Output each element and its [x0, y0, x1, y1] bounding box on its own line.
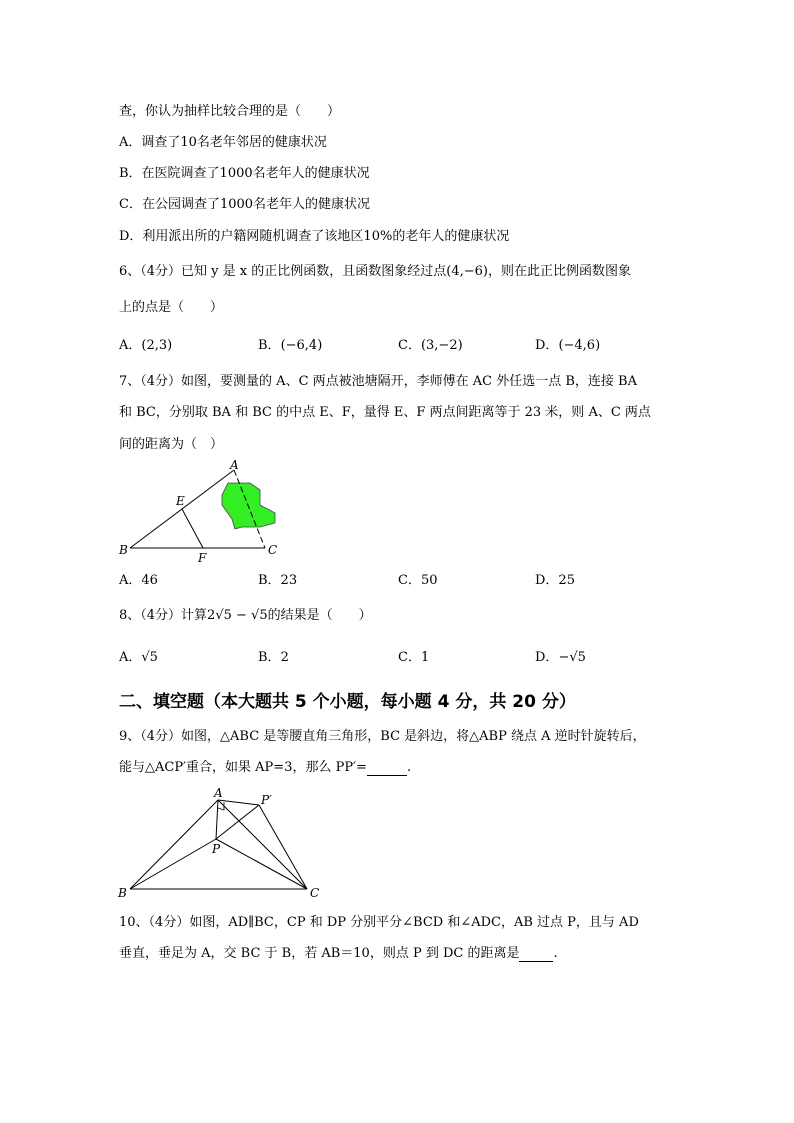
label-c: C: [310, 886, 320, 900]
q8-option-c: C．1: [398, 650, 430, 665]
q7-option-a: A．46: [119, 573, 158, 588]
segment-pb: [130, 839, 216, 889]
section-2-title: 二、填空题（本大题共 5 个小题，每小题 4 分，共 20 分）: [119, 692, 576, 712]
label-b: B: [119, 543, 128, 557]
segment-cp-prime: [259, 805, 307, 889]
q6-option-d: D．(−4,6): [535, 338, 601, 353]
q10-stem-line1: 10、（4分）如图，AD∥BC，CP 和 DP 分别平分∠BCD 和∠ADC，AB 过点 P，且与 AD: [119, 915, 639, 930]
q5-option-c: C．在公园调查了1000名老年人的健康状况: [119, 197, 371, 212]
q6-stem-pre: 6、（4分）已知 y 是 x 的正比例函数，且函数图象经过点: [119, 264, 447, 279]
label-p-prime: P′: [261, 793, 272, 807]
label-f: F: [198, 551, 207, 565]
q9-stem-line2: 能与△ACP′重合，如果 AP=3，那么 PP′= .: [119, 760, 412, 775]
segment-ac: [218, 800, 307, 889]
label-a: A: [214, 786, 223, 800]
q6-option-c: C．(3,−2): [398, 338, 463, 353]
q7-stem-line3: 间的距离为（ ）: [119, 437, 224, 452]
q9-answer-blank[interactable]: [367, 763, 407, 776]
label-a: A: [230, 458, 239, 472]
q6-stem-post: ，则在此正比例函数图象: [487, 264, 631, 279]
q8-option-a: A．√5: [119, 650, 158, 665]
q7-stem-line1: 7、（4分）如图，要测量的 A、C 两点被池塘隔开，李师傅在 AC 外任选一点 B，连接 BA: [119, 374, 638, 389]
q9-figure: [112, 785, 327, 900]
q6-stem-line2: 上的点是（ ）: [119, 300, 224, 315]
segment-ab: [130, 800, 218, 889]
q5-option-a: A．调查了10名老年邻居的健康状况: [119, 135, 327, 150]
q7-option-d: D．25: [535, 573, 575, 588]
label-p: P: [212, 842, 221, 856]
q7-figure: [110, 455, 310, 567]
q8-stem: 8、（4分）计算2√5 − √5的结果是（ ）: [119, 608, 372, 623]
q5-option-d: D．利用派出所的户籍网随机调查了该地区10%的老年人的健康状况: [119, 229, 510, 244]
q7-stem-line2: 和 BC，分别取 BA 和 BC 的中点 E、F，量得 E、F 两点间距离等于 23 米，则 A、C 两点: [119, 405, 651, 420]
q8-option-b: B．2: [258, 650, 289, 665]
q6-option-b: B．(−6,4): [258, 338, 323, 353]
q7-option-b: B．23: [258, 573, 298, 588]
q7-option-c: C．50: [398, 573, 438, 588]
q9-stem-line1: 9、（4分）如图，△ABC 是等腰直角三角形，BC 是斜边，将△ABP 绕点 A 逆时针旋转后，: [119, 729, 646, 744]
segment-ap: [216, 800, 218, 839]
label-b: B: [118, 886, 127, 900]
q6-stem-line1: [119, 264, 631, 280]
q5-stem-tail: 查，你认为抽样比较合理的是（ ）: [119, 104, 341, 119]
q6-point: (4,−6): [446, 264, 488, 279]
segment-pc: [216, 839, 307, 889]
q8-expression: 2√5 − √5: [207, 608, 268, 623]
q10-answer-blank[interactable]: [519, 949, 553, 962]
q8-option-d: D．−√5: [535, 650, 586, 665]
label-c: C: [268, 543, 278, 557]
q6-option-a: A．(2,3): [119, 338, 173, 353]
segment-ef: [182, 509, 203, 548]
q10-stem-line2: 垂直，垂足为 A，交 BC 于 B，若 AB＝10，则点 P 到 DC 的距离是 .: [119, 946, 558, 961]
label-e: E: [176, 494, 185, 508]
q5-option-b: B．在医院调查了1000名老年人的健康状况: [119, 166, 370, 181]
